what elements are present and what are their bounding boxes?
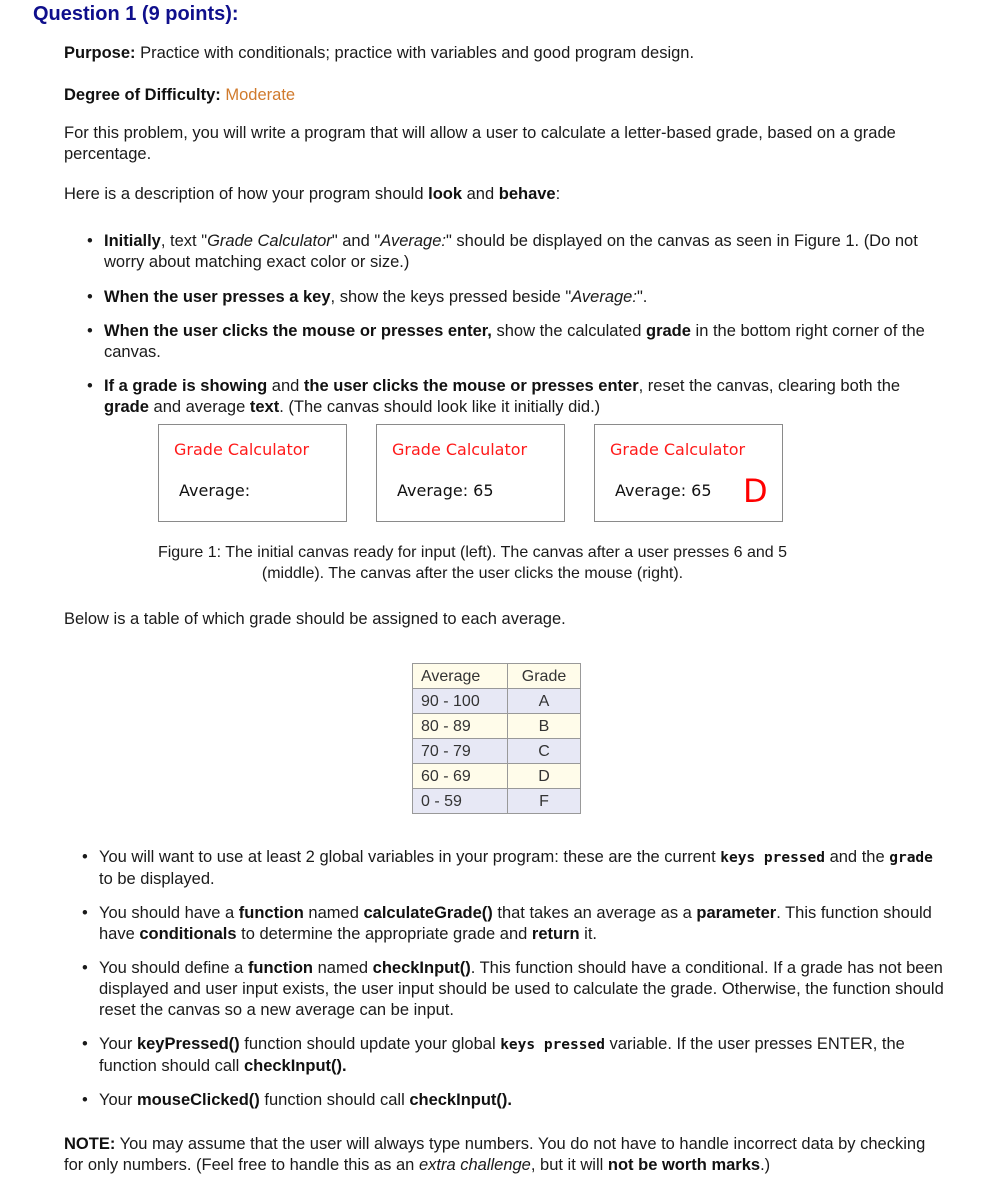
canvas-average: Average: 65 bbox=[615, 481, 712, 500]
bullet-icon: • bbox=[87, 322, 93, 340]
text: named bbox=[313, 959, 373, 977]
canvas-average: Average: bbox=[179, 481, 251, 500]
bullet-icon: • bbox=[82, 904, 88, 922]
list-item bbox=[87, 376, 944, 418]
grade-cell: A bbox=[508, 689, 581, 714]
average-cell: 80 - 89 bbox=[413, 714, 508, 739]
text: named bbox=[303, 904, 364, 922]
grade-cell: B bbox=[508, 714, 581, 739]
bold-text: checkInput(). bbox=[409, 1091, 513, 1109]
bold-text: When the user presses a key bbox=[104, 288, 331, 306]
list-item bbox=[87, 231, 944, 273]
table-row bbox=[413, 689, 581, 714]
text: " should be displayed on the canvas as seen in Figure 1. (Do not worry about matching exact color or size.) bbox=[104, 232, 918, 271]
bold-look: look bbox=[428, 185, 463, 203]
behavior-bullet-list bbox=[87, 231, 944, 418]
bold-text: calculateGrade() bbox=[363, 904, 493, 922]
bold-text: checkInput() bbox=[372, 959, 471, 977]
average-cell: 60 - 69 bbox=[413, 764, 508, 789]
code-text: keys pressed bbox=[720, 850, 825, 866]
bold-text: checkInput(). bbox=[243, 1057, 347, 1075]
text: that takes an average as a bbox=[492, 904, 697, 922]
bold-text: function bbox=[247, 959, 314, 977]
list-item bbox=[87, 321, 944, 363]
canvas-average: Average: 65 bbox=[397, 481, 494, 500]
bold-text: grade bbox=[104, 398, 149, 416]
bullet-icon: • bbox=[82, 959, 88, 977]
italic-text: extra challenge bbox=[418, 1156, 531, 1174]
grade-cell: C bbox=[508, 739, 581, 764]
table-row bbox=[413, 739, 581, 764]
table-row bbox=[413, 789, 581, 814]
purpose-line bbox=[64, 43, 694, 64]
canvas-title: Grade Calculator bbox=[610, 440, 746, 459]
text: " and " bbox=[331, 232, 381, 250]
bullet-icon: • bbox=[82, 1091, 88, 1109]
text: You will want to use at least 2 global variables in your program: these are the current bbox=[99, 848, 721, 866]
bold-text: parameter bbox=[696, 904, 777, 922]
list-item bbox=[82, 1034, 949, 1077]
text: . This function should have a conditional. If a grade has not been displayed and user input exists, the user input should be used to calculate the grade. Otherwise, the function should reset the canvas so a new average can be input. bbox=[99, 959, 944, 1019]
text: , text " bbox=[160, 232, 208, 250]
grade-cell: F bbox=[508, 789, 581, 814]
text: it. bbox=[579, 925, 598, 943]
bold-text: keyPressed() bbox=[136, 1035, 240, 1053]
difficulty-label: Degree of Difficulty: bbox=[64, 86, 221, 104]
italic-text: Average: bbox=[380, 232, 446, 250]
bold-text: grade bbox=[646, 322, 691, 340]
bullet-icon: • bbox=[82, 1035, 88, 1053]
table-header-row bbox=[413, 664, 581, 689]
text: to determine the appropriate grade and bbox=[236, 925, 532, 943]
bold-text: Initially bbox=[104, 232, 161, 250]
grade-cell: D bbox=[508, 764, 581, 789]
average-cell: 90 - 100 bbox=[413, 689, 508, 714]
text: You should have a bbox=[99, 904, 239, 922]
canvas-grade: D bbox=[743, 472, 768, 510]
bold-text: conditionals bbox=[139, 925, 237, 943]
bullet-icon: • bbox=[87, 232, 93, 250]
bold-text: When the user clicks the mouse or presses enter, bbox=[104, 322, 492, 340]
column-header-average: Average bbox=[413, 664, 508, 689]
text: , but it will bbox=[530, 1156, 608, 1174]
text: , reset the canvas, clearing both the bbox=[638, 377, 901, 395]
purpose-text: Practice with conditionals; practice with variables and good program design. bbox=[135, 44, 695, 62]
table-row bbox=[413, 764, 581, 789]
text: .) bbox=[760, 1156, 771, 1174]
intro-paragraph: For this problem, you will write a program that will allow a user to calculate a letter-based grade, based on a grade percentage. bbox=[64, 124, 896, 163]
list-item bbox=[87, 287, 944, 308]
canvas-title: Grade Calculator bbox=[392, 440, 528, 459]
text: variable. If the user presses ENTER, the function should call bbox=[99, 1035, 905, 1075]
average-cell: 0 - 59 bbox=[413, 789, 508, 814]
canvas-figure-initial bbox=[158, 424, 347, 522]
bold-behave: behave bbox=[498, 185, 556, 203]
note-paragraph bbox=[64, 1134, 944, 1176]
difficulty-line bbox=[64, 85, 295, 106]
bullet-icon: • bbox=[87, 377, 93, 395]
code-text: grade bbox=[889, 850, 933, 866]
note-label: NOTE: bbox=[64, 1135, 116, 1153]
text: in the bottom right corner of the canvas. bbox=[104, 322, 925, 361]
figure-caption: Figure 1: The initial canvas ready for input (left). The canvas after a user presses 6 and 5 (middle). The canvas after the user clicks the mouse (right). bbox=[157, 544, 788, 582]
text: , show the keys pressed beside " bbox=[330, 288, 572, 306]
text: function should call bbox=[259, 1091, 410, 1109]
canvas-figure-grade-shown bbox=[594, 424, 783, 522]
bold-text: mouseClicked() bbox=[136, 1091, 260, 1109]
text: You should define a bbox=[99, 959, 248, 977]
text: ". bbox=[636, 288, 648, 306]
text: and bbox=[462, 185, 499, 203]
text: and the bbox=[825, 848, 890, 866]
requirements-bullet-list bbox=[82, 847, 949, 1124]
difficulty-value: Moderate bbox=[225, 86, 296, 104]
text: show the calculated bbox=[491, 322, 646, 340]
table-row bbox=[413, 714, 581, 739]
text: . (The canvas should look like it initially did.) bbox=[279, 398, 601, 416]
text: You may assume that the user will always type numbers. You do not have to handle incorrect data by checking for only numbers. (Feel free to handle this as an bbox=[64, 1135, 926, 1174]
text: and bbox=[267, 377, 304, 395]
bold-text: the user clicks the mouse or presses enter bbox=[303, 377, 639, 395]
list-item bbox=[82, 958, 949, 1021]
text: : bbox=[555, 185, 561, 203]
italic-text: Grade Calculator bbox=[207, 232, 332, 250]
list-item bbox=[82, 1090, 949, 1111]
bullet-icon: • bbox=[87, 288, 93, 306]
grade-table bbox=[412, 663, 581, 814]
text: Your bbox=[99, 1035, 137, 1053]
table-intro: Below is a table of which grade should be assigned to each average. bbox=[64, 610, 566, 628]
bold-text: return bbox=[531, 925, 580, 943]
purpose-label: Purpose: bbox=[64, 44, 136, 62]
text: . This function should have bbox=[99, 904, 932, 943]
bold-text: function bbox=[238, 904, 304, 922]
italic-text: Average: bbox=[571, 288, 637, 306]
text: Your bbox=[99, 1091, 137, 1109]
text: to be displayed. bbox=[99, 870, 215, 888]
bold-text: not be worth marks bbox=[607, 1156, 761, 1174]
canvas-figure-keys-pressed bbox=[376, 424, 565, 522]
bold-text: If a grade is showing bbox=[104, 377, 268, 395]
average-cell: 70 - 79 bbox=[413, 739, 508, 764]
column-header-grade: Grade bbox=[508, 664, 581, 689]
text: Here is a description of how your program should bbox=[64, 185, 429, 203]
list-item bbox=[82, 903, 949, 945]
list-item bbox=[82, 847, 949, 890]
text: and average bbox=[148, 398, 250, 416]
canvas-title: Grade Calculator bbox=[174, 440, 310, 459]
look-behave-paragraph bbox=[64, 184, 560, 205]
code-text: keys pressed bbox=[500, 1037, 605, 1053]
bold-text: text bbox=[249, 398, 280, 416]
question-title: Question 1 (9 points): bbox=[33, 3, 239, 25]
text: function should update your global bbox=[239, 1035, 501, 1053]
bullet-icon: • bbox=[82, 848, 88, 866]
